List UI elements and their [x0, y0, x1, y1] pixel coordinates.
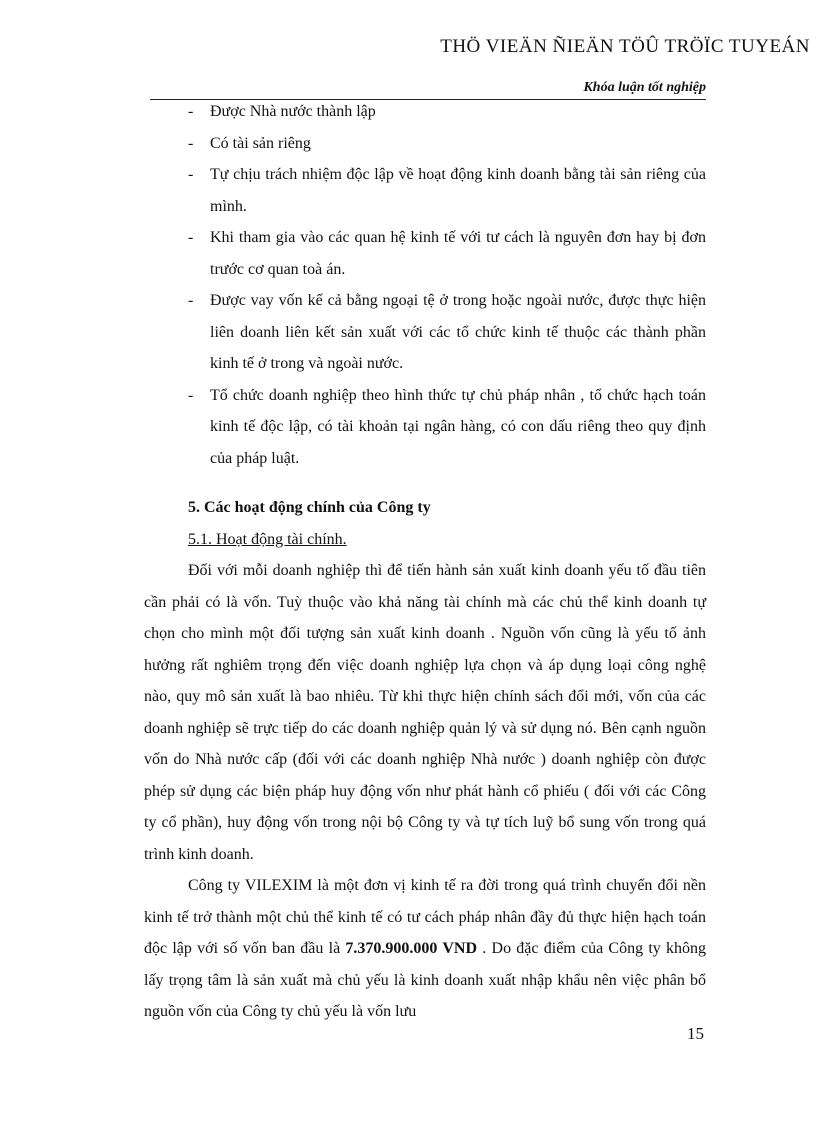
paragraph-vilexim: [144, 870, 706, 1028]
thesis-subtitle: Khóa luận tốt nghiệp: [583, 80, 706, 95]
list-item: [144, 285, 706, 380]
list-item-text: Có tài sản riêng: [210, 134, 311, 152]
paragraph-financial-activity: Đối với mỗi doanh nghiệp thì để tiến hành sản xuất kinh doanh yếu tố đầu tiên cần phải có là vốn. Tuỳ thuộc vào khả năng tài chính mà các chủ thể kinh doanh tự chọn cho mình một đối tượng sản xuất kinh doanh . Nguồn vốn cũng là yếu tố ảnh hưởng rất nghiêm trọng đến việc doanh nghiệp lựa chọn và áp dụng loại công nghệ nào, quy mô sản xuất là bao nhiêu. Từ khi thực hiện chính sách đổi mới, vốn của các doanh nghiệp sẽ trực tiếp do các doanh nghiệp quản lý và sử dụng nó. Bên cạnh nguồn vốn do Nhà nước cấp (đối với các doanh nghiệp Nhà nước ) doanh nghiệp còn được phép sử dụng các biện pháp huy động vốn như phát hành cổ phiếu ( đối với các Công ty cổ phần), huy động vốn trong nội bộ Công ty và tự tích luỹ bổ sung vốn trong quá trình kinh doanh.: [144, 562, 706, 863]
bullet-list: [144, 96, 706, 474]
page-number: 15: [687, 1024, 704, 1043]
document-body: [144, 96, 706, 1028]
list-item-text: Được vay vốn kể cả bằng ngoại tệ ở trong hoặc ngoài nước, được thực hiện liên doanh liên kết sản xuất với các tổ chức kinh tế thuộc các thành phần kinh tế ở trong và ngoài nước.: [210, 292, 706, 372]
bullet-marker: -: [188, 166, 194, 183]
section-title: 5. Các hoạt động chính của Công ty: [188, 499, 431, 516]
list-item-text: Được Nhà nước thành lập: [210, 103, 376, 120]
list-item-text: Tự chịu trách nhiệm độc lập về hoạt động kinh doanh bằng tài sản riêng của mình.: [210, 166, 706, 215]
list-item-text: Khi tham gia vào các quan hệ kinh tế với tư cách là nguyên đơn hay bị đơn trước cơ quan toà án.: [210, 229, 706, 278]
list-item: [144, 96, 706, 128]
paragraph-text: Công ty VILEXIM là một đơn vị kinh tế ra đời trong quá trình chuyển đổi nền kinh tế trở thành một chủ thể kinh tế có tư cách pháp nhân đầy đủ thực hiện hạch toán độc lập với số vốn ban đầu là: [144, 877, 706, 957]
list-item: [144, 222, 706, 285]
subsection-title: 5.1. Hoạt động tài chính.: [188, 530, 347, 548]
library-header-banner: THÖ VIEÄN ÑIEÄN TÖÛ TRÖÏC TUYEÁN: [440, 36, 810, 57]
list-item: [144, 380, 706, 475]
bullet-marker: -: [188, 103, 194, 120]
list-item-text: Tổ chức doanh nghiệp theo hình thức tự chủ pháp nhân , tổ chức hạch toán kinh tế độc lập, có tài khoản tại ngân hàng, có con dấu riêng theo quy định của pháp luật.: [210, 386, 706, 467]
list-item: [144, 128, 706, 160]
bullet-marker: -: [188, 386, 194, 404]
bullet-marker: -: [188, 229, 194, 246]
initial-capital-amount: 7.370.900.000 VND: [345, 940, 478, 957]
list-item: [144, 159, 706, 222]
bullet-marker: -: [188, 292, 194, 309]
paragraph-text: . Do đặc điểm của Công ty không lấy trọng tâm là sản xuất mà chủ yếu là kinh doanh xuất nhập khẩu nên việc phân bổ nguồn vốn của Công ty chủ yếu là vốn lưu: [144, 940, 707, 1020]
bullet-marker: -: [188, 134, 194, 152]
